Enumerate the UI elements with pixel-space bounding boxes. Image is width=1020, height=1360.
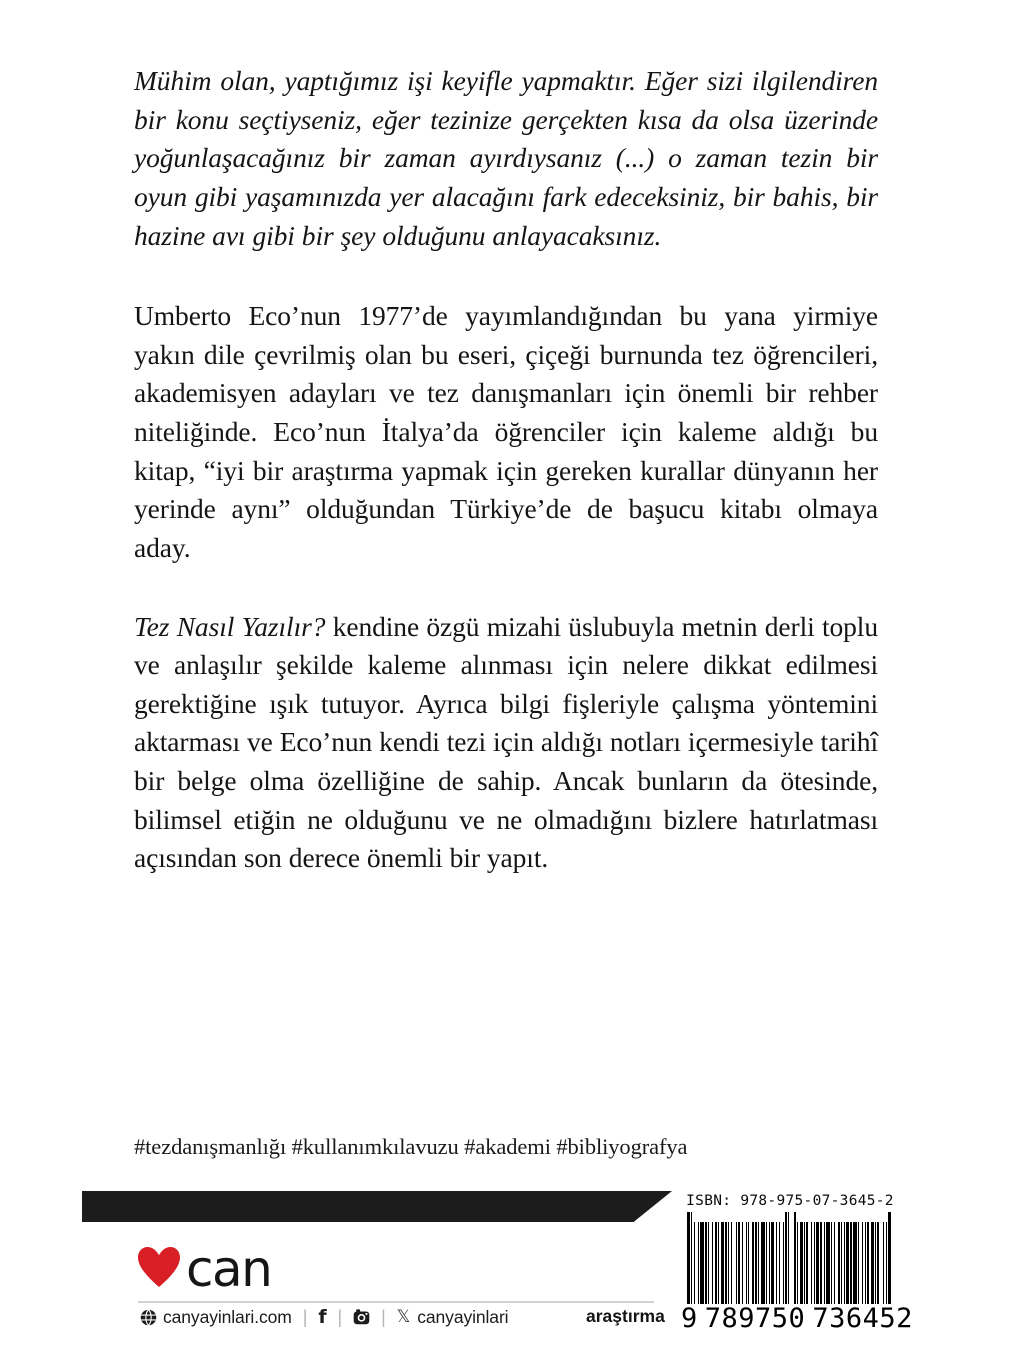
publisher-logo xyxy=(138,1240,658,1298)
social-separator-1: | xyxy=(302,1306,308,1327)
social-handle[interactable]: canyayinlari xyxy=(417,1306,509,1327)
blurb-paragraph-3 xyxy=(134,608,878,878)
footer-divider-rule xyxy=(138,1301,654,1303)
publisher-logo-block xyxy=(138,1240,658,1303)
book-category-label: araştırma xyxy=(586,1306,665,1326)
social-separator-3: | xyxy=(381,1306,386,1327)
website-link[interactable]: canyayinlari.com xyxy=(163,1306,292,1327)
book-title-mention: Tez Nasıl Yazılır? xyxy=(134,610,326,642)
back-cover-blurb xyxy=(134,62,878,912)
heart-icon xyxy=(138,1247,180,1289)
blurb-paragraph-2: Umberto Eco’nun 1977’de yayımlandığından bu yana yirmiye yakın dile çevrilmiş olan bu eseri, çiçeği burnunda tez öğrencileri, akademisyen adayları ve tez danışmanları için önemli bir rehber niteliğinde. Eco’nun İtalya’da öğrenciler için kaleme aldığı bu kitap, “iyi bir araştırma yapmak için gereken kurallar dünyanın her yerinde aynı” olduğundan Türkiye’de de başucu kitabı olmaya aday. xyxy=(134,300,878,563)
blurb-paragraph-3-rest: kendine özgü mizahi üslubuyla metnin derli toplu ve anlaşılır şekilde kaleme alınması için nelere dikkat edilmesi gerektiğine ışık tutuyor. Ayrıca bilgi fişleriyle çalışma yöntemini aktarması ve Eco’nun kendi tezi için aldığı notları içermesiyle tarihî bir belge olma özelliğine de sahip. Ancak bunların da ötesinde, bilimsel etiğin ne olduğunu ve ne olmadığını bizlere hatırlatması açısından son derece önemli bir yapıt. xyxy=(134,610,878,874)
globe-icon xyxy=(140,1309,157,1326)
social-links-row xyxy=(140,1306,660,1328)
footer-banner-bar xyxy=(82,1191,672,1222)
barcode-bars xyxy=(687,1212,893,1304)
barcode-digits xyxy=(681,1303,913,1334)
barcode-digit-lead: 9 xyxy=(681,1303,698,1334)
instagram-icon[interactable] xyxy=(353,1309,370,1326)
barcode-digit-left: 789750 xyxy=(704,1303,806,1334)
x-twitter-icon[interactable]: 𝕏 xyxy=(396,1307,411,1327)
isbn-label: ISBN: 978-975-07-3645-2 xyxy=(686,1193,894,1209)
hashtag-line: #tezdanışmanlığı #kullanımkılavuzu #akademi #bibliyografya xyxy=(134,1134,688,1159)
facebook-icon[interactable]: f xyxy=(318,1306,327,1328)
publisher-wordmark: can xyxy=(186,1240,272,1298)
barcode-digit-right: 736452 xyxy=(812,1303,913,1334)
barcode-block xyxy=(681,1193,913,1334)
social-separator-2: | xyxy=(337,1306,343,1327)
blurb-quote: Mühim olan, yaptığımız işi keyifle yapmaktır. Eğer sizi ilgilendiren bir konu seçtiyseniz, eğer tezinize gerçekten kısa da olsa üzerinde yoğunlaşacağınız bir zaman ayırdıysanız (...) o zaman tezin bir oyun gibi yaşamınızda yer alacağını fark edeceksiniz, bir bahis, bir hazine avı gibi bir şey olduğunu anlayacaksınız. xyxy=(134,65,878,251)
